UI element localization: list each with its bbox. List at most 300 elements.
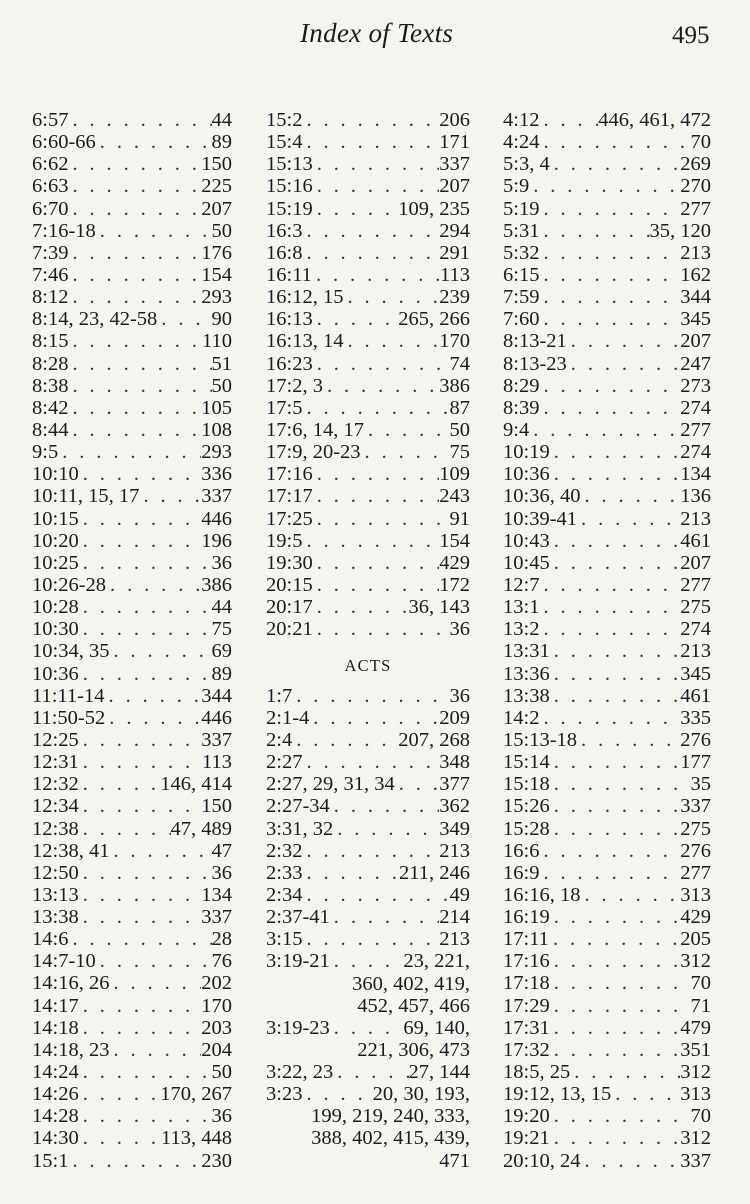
index-entry bbox=[503, 552, 711, 574]
entry-pages: 44 bbox=[211, 109, 232, 131]
dot-leader bbox=[395, 773, 440, 795]
entry-pages: 36, 143 bbox=[408, 596, 470, 619]
entry-pages: 377 bbox=[439, 773, 470, 796]
entry-pages: 150 bbox=[201, 795, 232, 818]
dot-leader bbox=[79, 596, 212, 618]
entry-reference: 14:6 bbox=[32, 928, 69, 951]
entry-pages: 50 bbox=[449, 418, 470, 441]
entry-pages: 225 bbox=[201, 175, 232, 198]
entry-pages: 76 bbox=[211, 950, 232, 973]
entry-reference: 8:13-21 bbox=[503, 330, 567, 353]
entry-pages: 70 bbox=[690, 131, 711, 154]
index-entry bbox=[266, 286, 470, 308]
dot-leader bbox=[313, 574, 440, 596]
entry-reference: 15:2 bbox=[266, 109, 303, 131]
index-entry bbox=[266, 795, 470, 817]
entry-pages: 446 bbox=[201, 507, 232, 530]
entry-pages: 162 bbox=[680, 263, 711, 286]
entry-pages: 203 bbox=[201, 1016, 232, 1039]
index-entry bbox=[503, 286, 711, 308]
entry-pages: 337 bbox=[201, 728, 232, 751]
entry-reference: 10:11, 15, 17 bbox=[32, 485, 140, 508]
entry-reference: 8:39 bbox=[503, 396, 540, 419]
entry-pages: 206 bbox=[439, 109, 470, 131]
index-entry bbox=[503, 729, 711, 751]
entry-pages: 36 bbox=[211, 1105, 232, 1128]
entry-reference: 14:24 bbox=[32, 1061, 79, 1084]
dot-leader bbox=[79, 552, 212, 574]
entry-pages: 211, 246 bbox=[399, 861, 470, 884]
index-entry bbox=[32, 131, 232, 153]
entry-reference: 17:16 bbox=[503, 950, 550, 973]
entry-pages: 134 bbox=[201, 883, 232, 906]
index-entry bbox=[32, 463, 232, 485]
entry-reference: 4:12 bbox=[503, 109, 540, 131]
entry-reference: 19:30 bbox=[266, 551, 313, 574]
index-entry-continuation bbox=[266, 973, 470, 995]
dot-leader bbox=[550, 552, 681, 574]
entry-pages: 44 bbox=[211, 596, 232, 619]
entry-pages: 312 bbox=[680, 950, 711, 973]
index-entry bbox=[32, 1083, 232, 1105]
index-entry bbox=[32, 175, 232, 197]
index-entry bbox=[503, 685, 711, 707]
entry-reference: 16:8 bbox=[266, 241, 303, 264]
dot-leader bbox=[109, 840, 211, 862]
entry-reference: 8:13-23 bbox=[503, 352, 567, 375]
dot-leader bbox=[68, 1150, 201, 1172]
dot-leader bbox=[580, 884, 680, 906]
entry-reference: 17:6, 14, 17 bbox=[266, 418, 364, 441]
index-entry bbox=[32, 707, 232, 729]
index-entry bbox=[266, 308, 470, 330]
entry-reference: 16:16, 18 bbox=[503, 883, 581, 906]
index-entry bbox=[503, 884, 711, 906]
index-entry bbox=[503, 153, 711, 175]
dot-leader bbox=[577, 729, 680, 751]
index-entry bbox=[266, 818, 470, 840]
entry-reference: 17:31 bbox=[503, 1016, 550, 1039]
dot-leader bbox=[611, 1083, 680, 1105]
index-entry bbox=[503, 264, 711, 286]
index-entry bbox=[503, 220, 711, 242]
entry-pages: 388, 402, 415, 439, bbox=[311, 1127, 470, 1150]
dot-leader bbox=[79, 1105, 212, 1127]
entry-pages: 429 bbox=[439, 551, 470, 574]
entry-pages: 337 bbox=[439, 153, 470, 176]
dot-leader bbox=[333, 818, 439, 840]
index-entry bbox=[503, 950, 711, 972]
page-header bbox=[0, 18, 750, 58]
index-entry bbox=[266, 751, 470, 773]
entry-pages: 247 bbox=[680, 352, 711, 375]
dot-leader bbox=[313, 153, 440, 175]
dot-leader bbox=[96, 131, 212, 153]
dot-leader bbox=[302, 1083, 372, 1105]
dot-leader bbox=[550, 795, 681, 817]
entry-reference: 8:15 bbox=[32, 330, 69, 353]
entry-pages: 50 bbox=[211, 219, 232, 242]
index-entry bbox=[32, 596, 232, 618]
dot-leader bbox=[529, 175, 680, 197]
index-entry bbox=[266, 508, 470, 530]
entry-reference: 5:32 bbox=[503, 241, 540, 264]
index-entry bbox=[32, 1105, 232, 1127]
index-column-2 bbox=[266, 109, 470, 1172]
index-entry bbox=[503, 131, 711, 153]
dot-leader bbox=[313, 618, 450, 640]
entry-pages: 337 bbox=[201, 906, 232, 929]
entry-reference: 2:37-41 bbox=[266, 906, 330, 929]
dot-leader bbox=[105, 707, 201, 729]
index-entry bbox=[503, 508, 711, 530]
index-entry bbox=[503, 906, 711, 928]
dot-leader bbox=[550, 972, 691, 994]
index-entry bbox=[503, 242, 711, 264]
entry-pages: 113 bbox=[202, 751, 232, 774]
entry-reference: 8:42 bbox=[32, 396, 69, 419]
dot-leader bbox=[550, 773, 691, 795]
entry-pages: 277 bbox=[680, 573, 711, 596]
entry-pages: 50 bbox=[211, 1061, 232, 1084]
entry-pages: 345 bbox=[680, 308, 711, 331]
entry-reference: 10:36 bbox=[32, 662, 79, 685]
entry-pages: 87 bbox=[449, 396, 470, 419]
entry-pages: 446 bbox=[201, 706, 232, 729]
entry-pages: 36 bbox=[449, 684, 470, 707]
dot-leader bbox=[550, 995, 691, 1017]
entry-pages: 146, 414 bbox=[160, 773, 232, 796]
entry-pages: 154 bbox=[201, 263, 232, 286]
index-entry bbox=[266, 1061, 470, 1083]
entry-pages: 207, 268 bbox=[398, 728, 470, 751]
index-entry bbox=[32, 818, 232, 840]
index-entry bbox=[32, 397, 232, 419]
dot-leader bbox=[539, 840, 680, 862]
entry-reference: 15:18 bbox=[503, 773, 550, 796]
entry-reference: 10:45 bbox=[503, 551, 550, 574]
entry-pages: 274 bbox=[680, 618, 711, 641]
dot-leader bbox=[539, 131, 690, 153]
entry-reference: 9:4 bbox=[503, 418, 530, 441]
index-entry bbox=[32, 264, 232, 286]
entry-pages: 71 bbox=[690, 994, 711, 1017]
dot-leader bbox=[539, 220, 649, 242]
index-entry bbox=[32, 729, 232, 751]
dot-leader bbox=[79, 884, 202, 906]
entry-reference: 15:14 bbox=[503, 751, 550, 774]
dot-leader bbox=[302, 397, 449, 419]
index-entry bbox=[32, 1017, 232, 1039]
entry-reference: 17:29 bbox=[503, 994, 550, 1017]
dot-leader bbox=[105, 685, 202, 707]
index-entry bbox=[503, 751, 711, 773]
index-entry bbox=[266, 441, 470, 463]
entry-pages: 213 bbox=[680, 507, 711, 530]
index-entry bbox=[266, 618, 470, 640]
entry-pages: 479 bbox=[680, 1016, 711, 1039]
entry-reference: 6:15 bbox=[503, 263, 540, 286]
dot-leader bbox=[302, 131, 439, 153]
entry-pages: 109, 235 bbox=[398, 197, 470, 220]
dot-leader bbox=[577, 508, 680, 530]
entry-reference: 6:62 bbox=[32, 153, 69, 176]
entry-reference: 9:5 bbox=[32, 441, 59, 464]
index-entry bbox=[266, 375, 470, 397]
entry-reference: 10:26-28 bbox=[32, 573, 107, 596]
dot-leader bbox=[580, 485, 680, 507]
entry-pages: 20, 30, 193, bbox=[372, 1083, 470, 1106]
index-entry bbox=[32, 109, 232, 131]
index-entry bbox=[503, 1150, 711, 1172]
dot-leader bbox=[333, 1061, 408, 1083]
dot-leader bbox=[539, 596, 680, 618]
dot-leader bbox=[313, 353, 450, 375]
entry-reference: 20:17 bbox=[266, 596, 313, 619]
index-entry bbox=[266, 1017, 470, 1039]
index-entry bbox=[503, 1061, 711, 1083]
index-entry bbox=[32, 441, 232, 463]
index-entry bbox=[266, 1083, 470, 1105]
entry-pages: 446, 461, 472 bbox=[598, 109, 711, 131]
entry-pages: 337 bbox=[680, 795, 711, 818]
index-entry bbox=[503, 530, 711, 552]
entry-pages: 386 bbox=[201, 573, 232, 596]
dot-leader bbox=[79, 906, 202, 928]
dot-leader bbox=[68, 286, 201, 308]
dot-leader bbox=[68, 264, 201, 286]
entry-pages: 452, 457, 466 bbox=[357, 994, 470, 1017]
index-entry bbox=[32, 286, 232, 308]
entry-pages: 274 bbox=[680, 396, 711, 419]
entry-pages: 75 bbox=[211, 618, 232, 641]
entry-reference: 8:12 bbox=[32, 286, 69, 309]
entry-pages: 349 bbox=[439, 817, 470, 840]
entry-reference: 12:38 bbox=[32, 817, 79, 840]
dot-leader bbox=[549, 928, 680, 950]
dot-leader bbox=[550, 685, 681, 707]
entry-reference: 15:4 bbox=[266, 131, 303, 154]
dot-leader bbox=[567, 353, 680, 375]
index-entry bbox=[503, 795, 711, 817]
dot-leader bbox=[550, 640, 681, 662]
entry-reference: 12:25 bbox=[32, 728, 79, 751]
entry-reference: 7:16-18 bbox=[32, 219, 96, 242]
index-column-1 bbox=[32, 109, 232, 1172]
index-entry bbox=[32, 685, 232, 707]
index-entry bbox=[266, 264, 470, 286]
dot-leader bbox=[79, 463, 202, 485]
index-entry bbox=[503, 485, 711, 507]
entry-pages: 239 bbox=[439, 286, 470, 309]
entry-pages: 471 bbox=[439, 1149, 470, 1172]
index-entry bbox=[503, 995, 711, 1017]
entry-pages: 345 bbox=[680, 662, 711, 685]
index-entry bbox=[32, 1039, 232, 1061]
index-entry bbox=[32, 1061, 232, 1083]
dot-leader bbox=[96, 220, 212, 242]
entry-reference: 13:1 bbox=[503, 596, 540, 619]
entry-pages: 74 bbox=[449, 352, 470, 375]
dot-leader bbox=[313, 485, 440, 507]
section-heading: ACTS bbox=[344, 656, 392, 676]
dot-leader bbox=[79, 508, 202, 530]
dot-leader bbox=[550, 751, 681, 773]
entry-reference: 13:31 bbox=[503, 640, 550, 663]
index-entry bbox=[503, 308, 711, 330]
index-entry bbox=[32, 220, 232, 242]
entry-pages: 461 bbox=[680, 684, 711, 707]
dot-leader bbox=[539, 375, 680, 397]
entry-pages: 293 bbox=[201, 441, 232, 464]
entry-pages: 214 bbox=[439, 906, 470, 929]
index-entry bbox=[503, 663, 711, 685]
dot-leader bbox=[68, 928, 211, 950]
dot-leader bbox=[550, 1127, 681, 1149]
entry-reference: 14:2 bbox=[503, 706, 540, 729]
entry-pages: 108 bbox=[201, 418, 232, 441]
dot-leader bbox=[309, 707, 439, 729]
entry-pages: 276 bbox=[680, 728, 711, 751]
entry-pages: 196 bbox=[201, 529, 232, 552]
dot-leader bbox=[68, 330, 202, 352]
dot-leader bbox=[302, 751, 439, 773]
index-entry bbox=[503, 618, 711, 640]
dot-leader bbox=[539, 198, 680, 220]
index-entry bbox=[266, 153, 470, 175]
entry-pages: 113, 448 bbox=[161, 1127, 232, 1150]
index-entry bbox=[266, 175, 470, 197]
entry-reference: 16:3 bbox=[266, 219, 303, 242]
entry-pages: 313 bbox=[680, 883, 711, 906]
running-title: Index of Texts bbox=[300, 18, 454, 48]
entry-pages: 362 bbox=[439, 795, 470, 818]
entry-reference: 7:46 bbox=[32, 263, 69, 286]
index-entry bbox=[503, 1039, 711, 1061]
index-entry bbox=[503, 972, 711, 994]
index-entry bbox=[266, 596, 470, 618]
entry-reference: 19:21 bbox=[503, 1127, 550, 1150]
entry-reference: 3:19-21 bbox=[266, 950, 330, 973]
index-entry bbox=[32, 884, 232, 906]
dot-leader bbox=[539, 707, 680, 729]
entry-reference: 10:30 bbox=[32, 618, 79, 641]
index-entry bbox=[266, 707, 470, 729]
entry-reference: 12:7 bbox=[503, 573, 540, 596]
dot-leader bbox=[550, 1017, 681, 1039]
entry-reference: 3:15 bbox=[266, 928, 303, 951]
entry-pages: 312 bbox=[680, 1061, 711, 1084]
index-entry bbox=[503, 198, 711, 220]
dot-leader bbox=[550, 1039, 681, 1061]
index-entry bbox=[32, 308, 232, 330]
dot-leader bbox=[539, 109, 598, 131]
entry-reference: 10:36 bbox=[503, 463, 550, 486]
dot-leader bbox=[68, 198, 201, 220]
entry-reference: 12:32 bbox=[32, 773, 79, 796]
dot-leader bbox=[539, 574, 680, 596]
entry-pages: 27, 144 bbox=[408, 1061, 470, 1084]
index-entry bbox=[266, 131, 470, 153]
entry-reference: 2:27-34 bbox=[266, 795, 330, 818]
dot-leader bbox=[570, 1061, 680, 1083]
index-entry bbox=[266, 353, 470, 375]
dot-leader bbox=[539, 242, 680, 264]
dot-leader bbox=[312, 264, 440, 286]
index-entry bbox=[32, 618, 232, 640]
entry-reference: 16:19 bbox=[503, 906, 550, 929]
dot-leader bbox=[313, 198, 399, 220]
entry-pages: 109 bbox=[439, 463, 470, 486]
dot-leader bbox=[79, 530, 202, 552]
index-entry bbox=[32, 353, 232, 375]
entry-reference: 8:38 bbox=[32, 374, 69, 397]
index-entry bbox=[266, 485, 470, 507]
entry-reference: 14:28 bbox=[32, 1105, 79, 1128]
entry-reference: 10:19 bbox=[503, 441, 550, 464]
dot-leader bbox=[550, 441, 681, 463]
dot-leader bbox=[79, 1017, 202, 1039]
dot-leader bbox=[313, 596, 409, 618]
index-entry bbox=[503, 1127, 711, 1149]
dot-leader bbox=[106, 574, 201, 596]
entry-pages: 70 bbox=[690, 972, 711, 995]
entry-reference: 12:50 bbox=[32, 861, 79, 884]
entry-reference: 8:29 bbox=[503, 374, 540, 397]
index-entry bbox=[266, 552, 470, 574]
entry-reference: 17:17 bbox=[266, 485, 313, 508]
entry-reference: 3:19-23 bbox=[266, 1016, 330, 1039]
entry-pages: 134 bbox=[680, 463, 711, 486]
entry-pages: 313 bbox=[680, 1083, 711, 1106]
index-entry bbox=[32, 485, 232, 507]
entry-reference: 12:34 bbox=[32, 795, 79, 818]
dot-leader bbox=[68, 419, 201, 441]
entry-reference: 16:23 bbox=[266, 352, 313, 375]
dot-leader bbox=[68, 242, 201, 264]
dot-leader bbox=[79, 1061, 212, 1083]
index-entry bbox=[32, 773, 232, 795]
index-entry bbox=[503, 175, 711, 197]
index-entry bbox=[266, 242, 470, 264]
entry-reference: 19:5 bbox=[266, 529, 303, 552]
entry-pages: 243 bbox=[439, 485, 470, 508]
index-entry bbox=[503, 1105, 711, 1127]
index-entry bbox=[266, 330, 470, 352]
entry-reference: 3:22, 23 bbox=[266, 1061, 334, 1084]
index-column-3 bbox=[503, 109, 711, 1172]
index-entry bbox=[503, 419, 711, 441]
dot-leader bbox=[109, 972, 201, 994]
entry-reference: 14:30 bbox=[32, 1127, 79, 1150]
dot-leader bbox=[79, 773, 161, 795]
entry-reference: 13:38 bbox=[32, 906, 79, 929]
entry-pages: 348 bbox=[439, 751, 470, 774]
entry-pages: 36 bbox=[211, 551, 232, 574]
entry-reference: 15:16 bbox=[266, 175, 313, 198]
index-entry bbox=[32, 640, 232, 662]
entry-pages: 213 bbox=[439, 928, 470, 951]
entry-pages: 265, 266 bbox=[398, 308, 470, 331]
dot-leader bbox=[302, 928, 439, 950]
entry-pages: 47, 489 bbox=[170, 817, 232, 840]
entry-pages: 230 bbox=[201, 1149, 232, 1172]
index-entry bbox=[503, 330, 711, 352]
dot-leader bbox=[68, 375, 211, 397]
dot-leader bbox=[292, 729, 398, 751]
index-entry bbox=[266, 397, 470, 419]
index-entry bbox=[266, 840, 470, 862]
